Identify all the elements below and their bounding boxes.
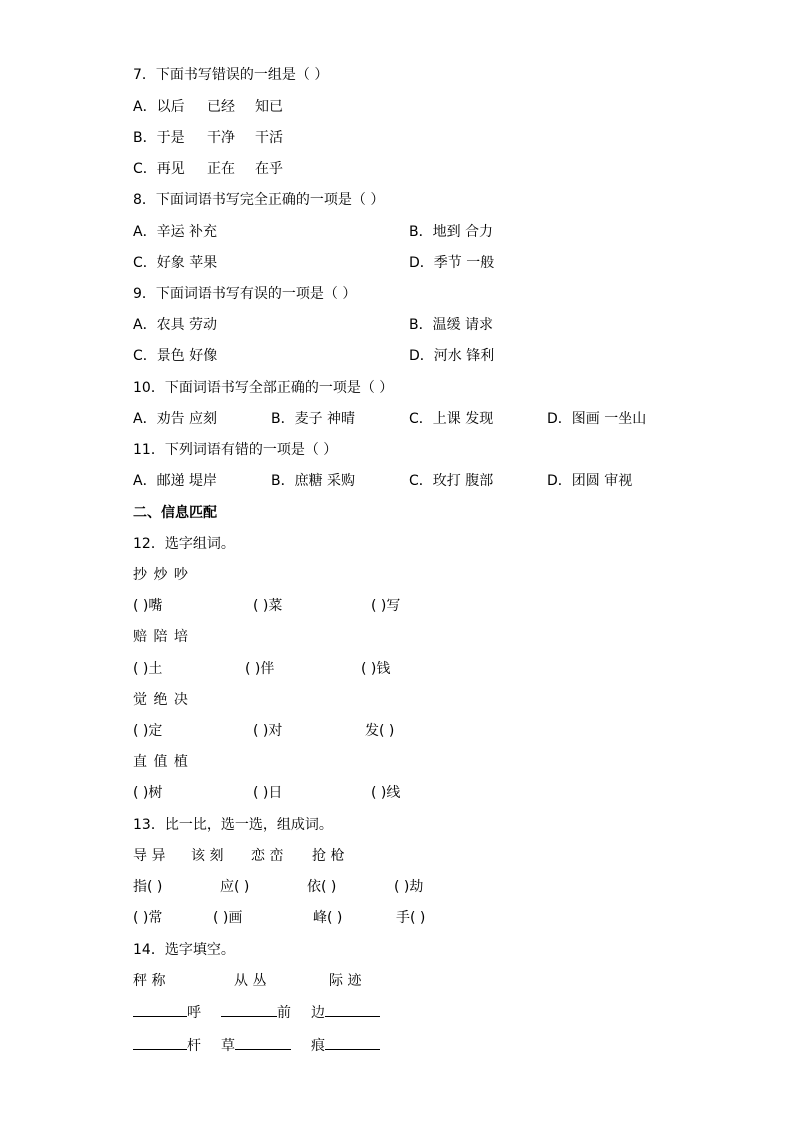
q12-group1-item2: ( )菜 — [253, 598, 283, 614]
q14-row1-item1-text: 呼 — [187, 1005, 201, 1021]
q13-row2-item1: ( )常 — [133, 910, 163, 926]
answer-blank[interactable] — [221, 1002, 277, 1017]
q12-group2-item3: ( )钱 — [361, 661, 391, 677]
q14-row1-item3 — [311, 1002, 380, 1023]
q7-option-b-word3: 干活 — [255, 130, 283, 146]
q14-chars-3: 际 迹 — [329, 973, 362, 989]
q11-option-d: D．团圆 审视 — [547, 473, 633, 489]
q8-option-a: A．辛运 补充 — [133, 224, 218, 240]
q12-group4-chars: 直 值 植 — [133, 754, 189, 770]
q12-group2-item2: ( )伴 — [245, 661, 275, 677]
q12-group3-item1: ( )定 — [133, 723, 163, 739]
q7-option-a-word2: 已经 — [207, 99, 235, 115]
q10-stem: 10．下面词语书写全部正确的一项是（ ） — [133, 380, 394, 396]
q7-option-c-word2: 正在 — [207, 161, 235, 177]
q12-group4-item2: ( )日 — [253, 785, 283, 801]
q10-option-d: D．图画 一坐山 — [547, 411, 647, 427]
q13-chars-3: 恋 峦 — [251, 848, 284, 864]
q13-chars-1: 导 异 — [133, 848, 166, 864]
q9-option-b: B．温缓 请求 — [409, 317, 494, 333]
q14-row1-item2 — [221, 1002, 291, 1023]
q12-group2-item1: ( )土 — [133, 661, 163, 677]
q10-option-c: C．上课 发现 — [409, 411, 494, 427]
q8-option-c: C．好象 苹果 — [133, 255, 218, 271]
q8-stem: 8．下面词语书写完全正确的一项是（ ） — [133, 192, 385, 208]
answer-blank[interactable] — [325, 1002, 380, 1017]
q9-option-d: D．河水 锋利 — [409, 348, 495, 364]
q14-row1-item3-text: 边 — [311, 1005, 325, 1021]
q8-option-b: B．地到 合力 — [409, 224, 494, 240]
q10-option-b: B．麦子 神晴 — [271, 411, 356, 427]
q13-row2-item2: ( )画 — [213, 910, 243, 926]
q7-stem: 7．下面书写错误的一组是（ ） — [133, 67, 329, 83]
q14-row2-item1-text: 杆 — [187, 1038, 201, 1054]
q7-option-c-word1: C．再见 — [133, 161, 185, 177]
answer-blank[interactable] — [133, 1002, 187, 1017]
q14-row2-item2 — [221, 1035, 291, 1056]
q7-option-c-word3: 在乎 — [255, 161, 283, 177]
q7-option-b-word1: B．于是 — [133, 130, 185, 146]
answer-blank[interactable] — [133, 1035, 187, 1050]
q7-option-b-word2: 干净 — [207, 130, 235, 146]
answer-blank[interactable] — [235, 1035, 291, 1050]
q14-chars-2: 从 丛 — [234, 973, 267, 989]
q14-row2-item1 — [133, 1035, 201, 1056]
q12-group1-item3: ( )写 — [371, 598, 401, 614]
q7-option-a-word3: 知已 — [255, 99, 283, 115]
section-title: 二、信息匹配 — [133, 505, 217, 521]
q9-stem: 9．下面词语书写有误的一项是（ ） — [133, 286, 357, 302]
q9-option-a: A．农具 劳动 — [133, 317, 218, 333]
q12-group1-item1: ( )嘴 — [133, 598, 163, 614]
q12-group3-item2: ( )对 — [253, 723, 283, 739]
q14-row2-item2-text: 草 — [221, 1038, 235, 1054]
q13-row1-item2: 应( ) — [220, 879, 250, 895]
q14-row1-item1 — [133, 1002, 201, 1023]
q13-row1-item4: ( )劫 — [394, 879, 424, 895]
answer-blank[interactable] — [325, 1035, 380, 1050]
q14-row1-item2-text: 前 — [277, 1005, 291, 1021]
q7-option-a-word1: A．以后 — [133, 99, 185, 115]
q12-group2-chars: 赔 陪 培 — [133, 629, 189, 645]
q10-option-a: A．劝告 应刻 — [133, 411, 218, 427]
q12-group3-item3: 发( ) — [365, 723, 395, 739]
q13-chars-4: 抢 枪 — [312, 848, 345, 864]
q8-option-d: D．季节 一般 — [409, 255, 495, 271]
q11-option-a: A．邮递 堤岸 — [133, 473, 218, 489]
q12-group4-item1: ( )树 — [133, 785, 163, 801]
q14-chars-1: 秤 称 — [133, 973, 166, 989]
q13-row2-item3: 峰( ) — [313, 910, 343, 926]
q11-option-c: C．玫打 腹部 — [409, 473, 494, 489]
q13-row1-item3: 依( ) — [307, 879, 337, 895]
q13-row1-item1: 指( ) — [133, 879, 163, 895]
q12-stem: 12．选字组词。 — [133, 536, 235, 552]
q13-row2-item4: 手( ) — [396, 910, 426, 926]
q14-row2-item3-text: 痕 — [311, 1038, 325, 1054]
q11-option-b: B．庶糖 采购 — [271, 473, 356, 489]
q13-chars-2: 该 刻 — [191, 848, 224, 864]
q14-row2-item3 — [311, 1035, 380, 1056]
q11-stem: 11．下列词语有错的一项是（ ） — [133, 442, 338, 458]
q12-group4-item3: ( )线 — [371, 785, 401, 801]
q12-group3-chars: 觉 绝 决 — [133, 692, 189, 708]
q9-option-c: C．景色 好像 — [133, 348, 218, 364]
q13-stem: 13．比一比，选一选，组成词。 — [133, 817, 333, 833]
q12-group1-chars: 抄 炒 吵 — [133, 567, 189, 583]
q14-stem: 14．选字填空。 — [133, 942, 235, 958]
